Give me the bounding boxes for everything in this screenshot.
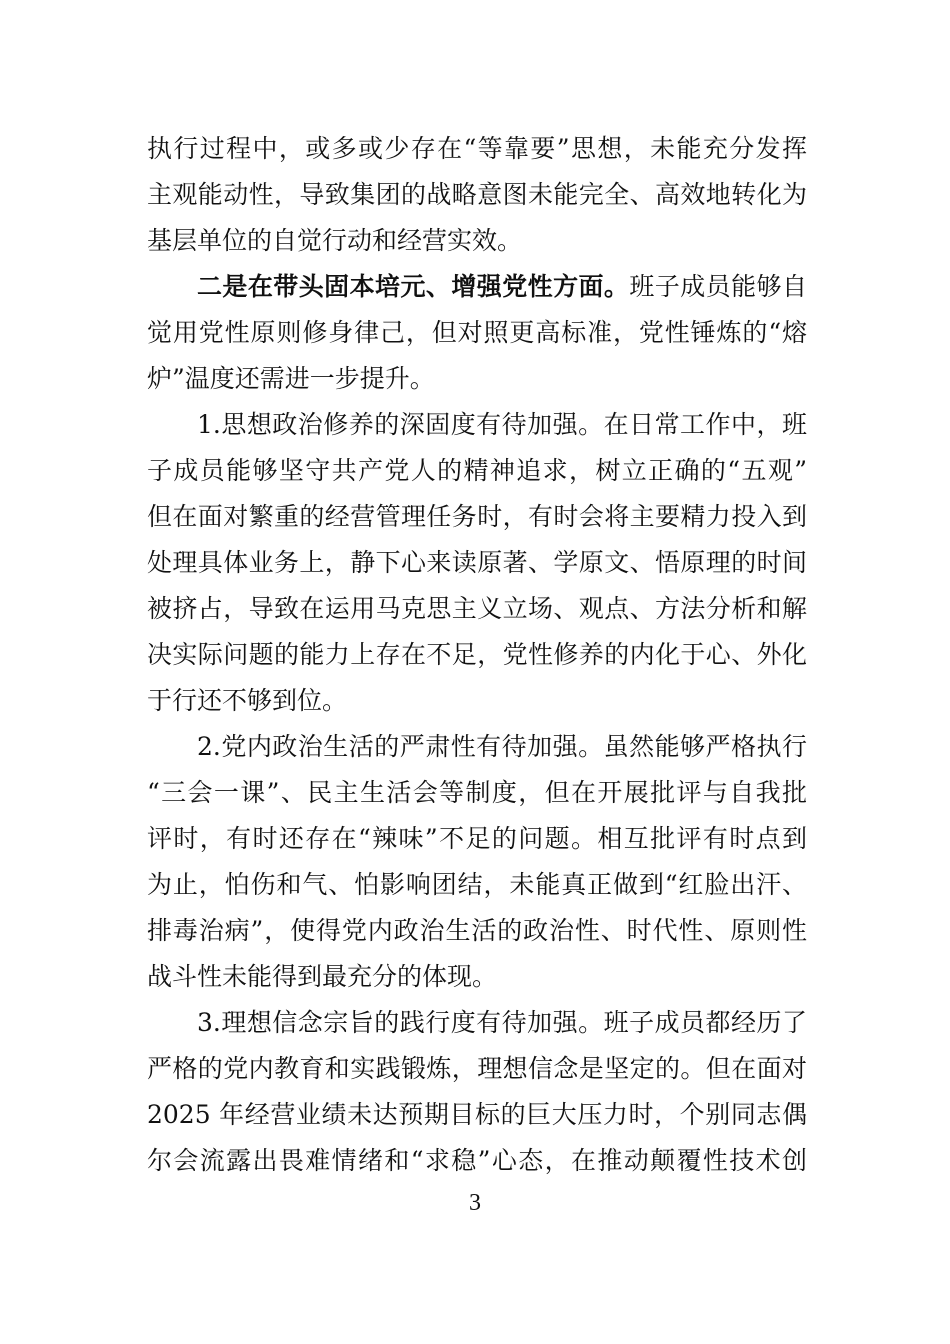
text-line: 3.理想信念宗旨的践行度有待加强。班子成员都经历了 xyxy=(197,1008,807,1037)
text-line: 炉”温度还需进一步提升。 xyxy=(147,364,435,393)
section-heading: 二是在带头固本培元、增强党性方面。 xyxy=(197,272,630,301)
text-line: 主观能动性，导致集团的战略意图未能完全、高效地转化为 xyxy=(147,180,807,209)
text-line: 于行还不够到位。 xyxy=(147,686,348,715)
text-line: “三会一课”、民主生活会等制度，但在开展批评与自我批 xyxy=(147,778,807,807)
text-line: 战斗性未能得到最充分的体现。 xyxy=(147,962,498,991)
text-line: 1.思想政治修养的深固度有待加强。在日常工作中，班 xyxy=(197,410,807,439)
text-line: 觉用党性原则修身律己，但对照更高标准，党性锤炼的“熔 xyxy=(147,318,807,347)
text-line: 执行过程中，或多或少存在“等靠要”思想，未能充分发挥 xyxy=(147,134,807,163)
text-line: 尔会流露出畏难情绪和“求稳”心态，在推动颠覆性技术创 xyxy=(147,1146,807,1175)
text-line: 评时，有时还存在“辣味”不足的问题。相互批评有时点到 xyxy=(147,824,807,853)
text-line: 决实际问题的能力上存在不足，党性修养的内化于心、外化 xyxy=(147,640,807,669)
text-line: 基层单位的自觉行动和经营实效。 xyxy=(147,226,523,255)
text-line xyxy=(197,272,807,302)
text-run: 班子成员能够自 xyxy=(629,272,807,301)
text-line: 处理具体业务上，静下心来读原著、学原文、悟原理的时间 xyxy=(147,548,807,577)
text-line: 被挤占，导致在运用马克思主义立场、观点、方法分析和解 xyxy=(147,594,807,623)
text-line: 2025 年经营业绩未达预期目标的巨大压力时，个别同志偶 xyxy=(147,1100,807,1129)
text-line: 2.党内政治生活的严肃性有待加强。虽然能够严格执行 xyxy=(197,732,807,761)
text-line: 为止，怕伤和气、怕影响团结，未能真正做到“红脸出汗、 xyxy=(147,870,807,899)
text-line: 严格的党内教育和实践锻炼，理想信念是坚定的。但在面对 xyxy=(147,1054,807,1083)
text-line: 子成员能够坚守共产党人的精神追求，树立正确的“五观” xyxy=(147,456,807,485)
text-line: 但在面对繁重的经营管理任务时，有时会将主要精力投入到 xyxy=(147,502,807,531)
page-number: 3 xyxy=(469,1190,481,1216)
text-line: 排毒治病”，使得党内政治生活的政治性、时代性、原则性 xyxy=(147,916,807,945)
